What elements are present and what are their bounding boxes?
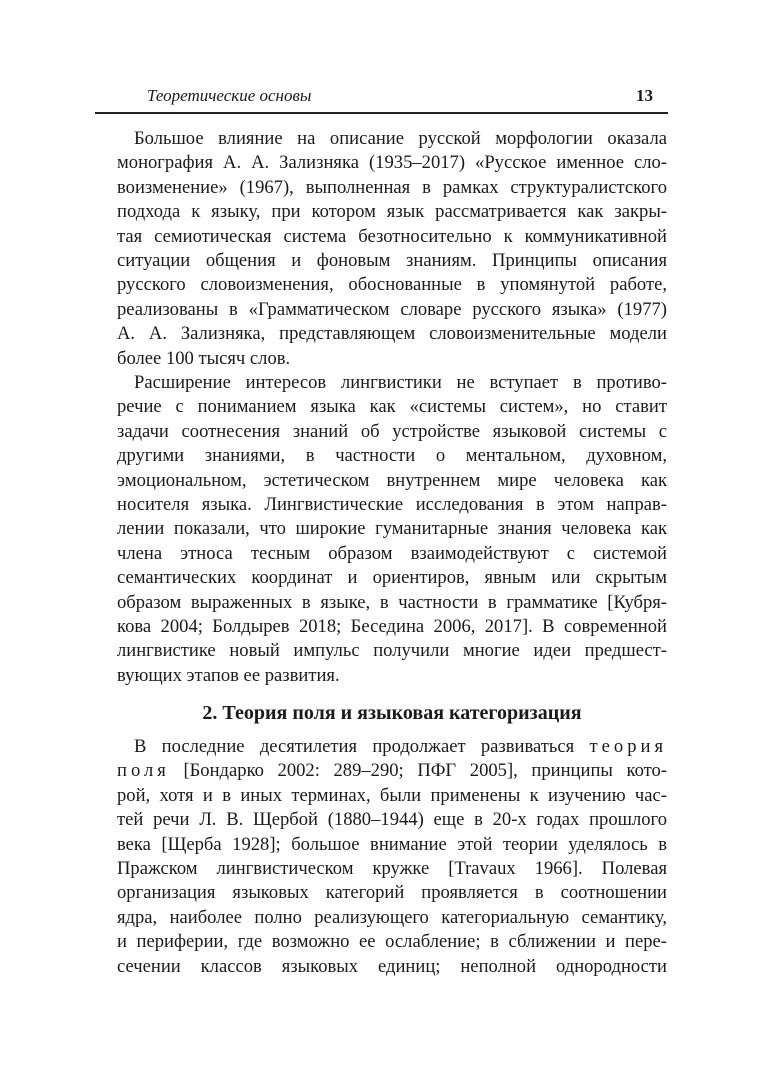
text-line: семантических координат и ориентиров, явным или скрытым <box>117 567 667 589</box>
line-text: [Бондарко 2002: 289–290; ПФГ 2005], принципы кото- <box>183 760 667 782</box>
text-line: более 100 тысяч слов. <box>117 347 291 369</box>
text-line: лингвистике новый импульс получили многие идеи предшест- <box>117 640 667 662</box>
text-line: носителя языка. Лингвистические исследования в этом направ- <box>117 493 667 515</box>
text-line: вующих этапов ее развития. <box>117 664 340 686</box>
text-line: реализованы в «Грамматическом словаре русского языка» (1977) <box>117 298 667 320</box>
text-line: другими знаниями, в частности о ментальном, духовном, <box>117 445 667 467</box>
text-line: задачи соотнесения знаний об устройстве языковой системы с <box>117 420 667 442</box>
text-line: тей речи Л. В. Щербой (1880–1944) еще в 20-х годах прошлого <box>117 809 667 831</box>
header-rule <box>95 112 668 114</box>
running-title: Теоретические основы <box>147 86 312 105</box>
text-line: воизменение» (1967), выполненная в рамках структуралистского <box>117 176 667 198</box>
text-line: подхода к языку, при котором язык рассматривается как закры- <box>117 201 667 223</box>
spaced-term: теория <box>589 736 667 757</box>
text-line: лении показали, что широкие гуманитарные знания человека как <box>117 518 667 540</box>
text-line: Пражском лингвистическом кружке [Travaux 1966]. Полевая <box>117 857 667 879</box>
text-line: ситуации общения и фоновым знаниям. Принципы описания <box>117 249 667 271</box>
line-text: В последние десятилетия продолжает развиваться <box>134 736 575 757</box>
paragraph-3 <box>117 735 667 979</box>
text-line: русского словоизменения, обоснованные в упомянутой работе, <box>117 274 667 296</box>
text-line: ядра, наиболее полно реализующего категориальную семантику, <box>117 906 667 928</box>
text-line: сечении классов языковых единиц; неполной однородности <box>117 955 667 977</box>
text-line <box>117 759 667 783</box>
text-line: Расширение интересов лингвистики не вступает в противо- <box>134 372 667 393</box>
text-line: образом выраженных в языке, в частности в грамматике [Кубря- <box>117 591 667 613</box>
text-line: века [Щерба 1928]; большое внимание этой теории уделялось в <box>117 833 667 855</box>
spaced-term: поля <box>117 760 170 782</box>
text-line <box>117 735 667 759</box>
paragraph-1 <box>117 127 667 371</box>
text-line: кова 2004; Болдырев 2018; Беседина 2006, 2017]. В современной <box>117 615 667 637</box>
text-line: речие с пониманием языка как «системы систем», но ставит <box>117 396 667 418</box>
text-line: тая семиотическая система безотносительно к коммуникативной <box>117 225 667 247</box>
text-line: монография А. А. Зализняка (1935–2017) «Русское именное сло- <box>117 152 667 174</box>
text-line: организация языковых категорий проявляется в соотношении <box>117 882 667 904</box>
text-line: и периферии, где возможно ее ослабление; в сближении и пере- <box>117 931 667 953</box>
text-line: Большое влияние на описание русской морфологии оказала <box>134 128 667 149</box>
section-heading: 2. Теория поля и языковая категоризация <box>202 702 582 724</box>
text-line: члена этноса тесным образом взаимодействуют с системой <box>117 542 667 564</box>
text-line: рой, хотя и в иных терминах, были применены к изучению час- <box>117 784 667 806</box>
page-number: 13 <box>636 86 653 105</box>
text-line: А. А. Зализняка, представляющем словоизменительные модели <box>117 323 667 345</box>
text-line: эмоциональном, эстетическом внутреннем мире человека как <box>117 469 667 491</box>
paragraph-2 <box>117 371 667 688</box>
